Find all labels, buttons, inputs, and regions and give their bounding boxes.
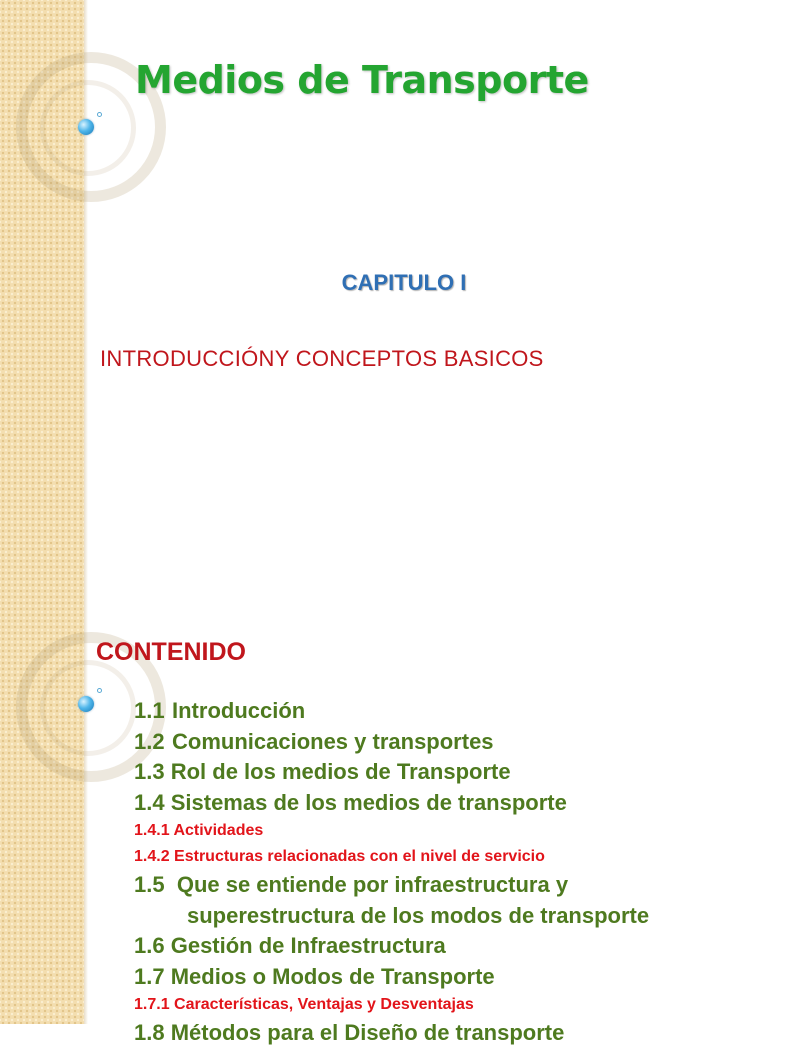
- toc-item: 1.2 Comunicaciones y transportes: [134, 728, 494, 754]
- toc-item: 1.4 Sistemas de los medios de transporte: [134, 789, 567, 815]
- toc-subitem: 1.4.2 Estructuras relacionadas con el nivel de servicio: [134, 848, 545, 865]
- toc-item: 1.6 Gestión de Infraestructura: [134, 933, 446, 958]
- chapter-label: CAPITULO I: [341, 270, 467, 295]
- toc-item: 1.3 Rol de los medios de Transporte: [134, 759, 511, 784]
- slide-title: Medios de Transporte: [135, 58, 589, 102]
- toc-item: 1.5 Que se entiende por infraestructura y: [134, 872, 569, 897]
- chapter-subtitle: INTRODUCCIÓNY CONCEPTOS BASICOS: [100, 346, 544, 371]
- contents-heading: CONTENIDO: [96, 638, 246, 666]
- toc-item-continuation: superestructura de los modos de transporte: [187, 902, 650, 928]
- blue-bullet-icon: [78, 696, 94, 712]
- toc-item: 1.7 Medios o Modos de Transporte: [134, 963, 495, 989]
- toc-item: 1.8 Métodos para el Diseño de transporte: [134, 1020, 565, 1045]
- contents-slide: [0, 576, 768, 1045]
- table-of-contents: [134, 696, 649, 1049]
- toc-subitem: 1.7.1 Características, Ventajas y Desventajas: [134, 996, 474, 1013]
- toc-item: 1.1 Introducción: [134, 698, 306, 723]
- blue-bullet-icon: [78, 119, 94, 135]
- small-circle-icon: [97, 688, 102, 693]
- small-circle-icon: [97, 112, 102, 117]
- toc-subitem: 1.4.1 Actividades: [134, 822, 264, 839]
